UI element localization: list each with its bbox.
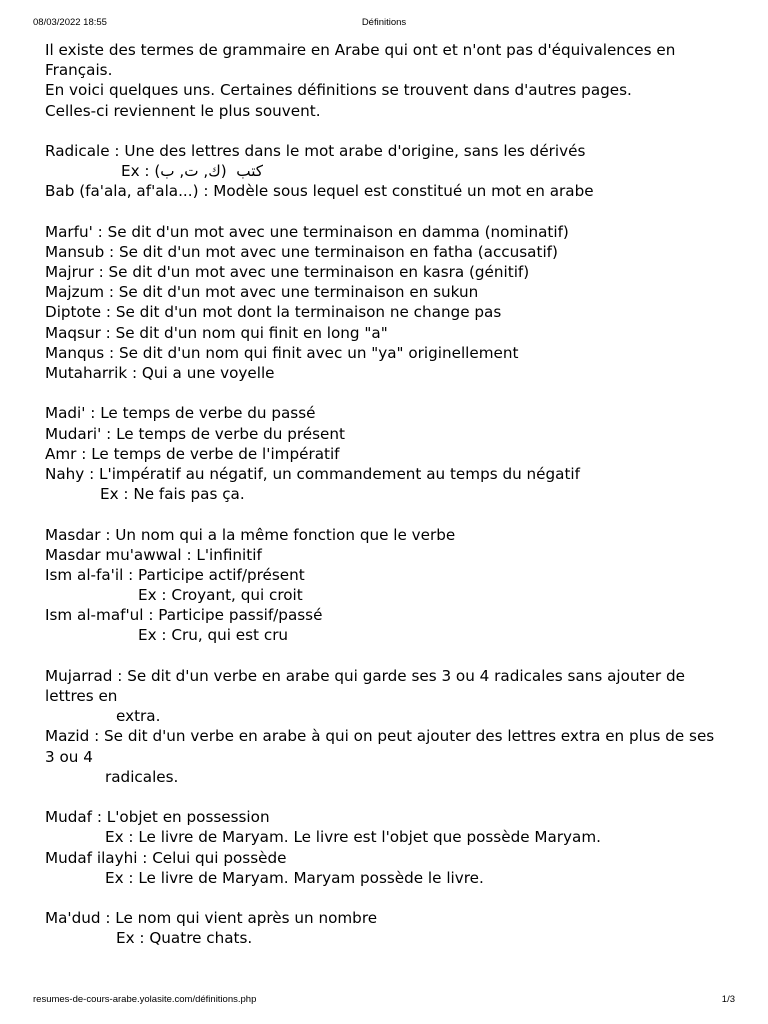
def-marfu: Marfu' : Se dit d'un mot avec une terminaison en damma (nominatif) <box>45 222 569 241</box>
definitions-content <box>45 40 735 948</box>
def-mudari: Mudari' : Le temps de verbe du présent <box>45 424 345 443</box>
page-number: 1/3 <box>721 994 735 1005</box>
def-ism-maful-example: Ex : Cru, qui est cru <box>138 626 289 645</box>
def-masdar-muawwal: Masdar mu'awwal : L'infinitif <box>45 545 262 564</box>
def-manqus: Manqus : Se dit d'un nom qui finit avec un "ya" originellement <box>45 343 519 362</box>
def-bab: Bab (fa'ala, af'ala...) : Modèle sous lequel est constitué un mot en arabe <box>45 182 594 201</box>
print-header <box>0 17 768 31</box>
def-mujarrad-extra: extra. <box>116 707 161 726</box>
def-mansub: Mansub : Se dit d'un mot avec une terminaison en fatha (accusatif) <box>45 242 558 261</box>
def-ism-maful: Ism al-maf'ul : Participe passif/passé <box>45 606 323 625</box>
def-mutaharrik: Mutaharrik : Qui a une voyelle <box>45 364 275 382</box>
def-mujarrad: Mujarrad : Se dit d'un verbe en arabe qui garde ses 3 ou 4 radicales sans ajouter de <box>45 666 685 685</box>
def-madi: Madi' : Le temps de verbe du passé <box>45 404 316 423</box>
def-mujarrad-cont: lettres en <box>45 687 118 705</box>
def-mazid-radicales: radicales. <box>105 767 179 786</box>
def-masdar: Masdar : Un nom qui a la même fonction que le verbe <box>45 525 456 544</box>
intro-line-4: Celles-ci reviennent le plus souvent. <box>45 101 321 120</box>
def-radicale-example <box>45 161 735 181</box>
intro-line-3: En voici quelques uns. Certaines définitions se trouvent dans d'autres pages. <box>45 81 632 100</box>
arabic-example: كتب (ك, ت, ب) <box>154 162 264 181</box>
print-page-title: Définitions <box>361 17 407 28</box>
print-footer <box>0 994 768 1008</box>
def-maqsur: Maqsur : Se dit d'un nom qui finit en long "a" <box>45 323 388 342</box>
def-majrur: Majrur : Se dit d'un mot avec une terminaison en kasra (génitif) <box>45 263 530 282</box>
def-amr: Amr : Le temps de verbe de l'impératif <box>45 444 340 463</box>
def-ism-fail-example: Ex : Croyant, qui croit <box>138 586 303 605</box>
def-nahy: Nahy : L'impératif au négatif, un commandement au temps du négatif <box>45 464 580 483</box>
def-mazid: Mazid : Se dit d'un verbe en arabe à qui on peut ajouter des lettres extra en plus de ses <box>45 727 715 746</box>
def-madud-example: Ex : Quatre chats. <box>116 929 253 948</box>
print-datetime: 08/03/2022 18:55 <box>33 17 107 28</box>
intro-line-2: Français. <box>45 61 113 80</box>
def-radicale: Radicale : Une des lettres dans le mot arabe d'origine, sans les dérivés <box>45 141 586 160</box>
def-majzum: Majzum : Se dit d'un mot avec une terminaison en sukun <box>45 283 479 302</box>
page-url: resumes-de-cours-arabe.yolasite.com/définitions.php <box>33 994 257 1005</box>
def-mudaf-ilayhi: Mudaf ilayhi : Celui qui possède <box>45 848 287 867</box>
intro-line-1: Il existe des termes de grammaire en Arabe qui ont et n'ont pas d'équivalences en <box>45 41 676 59</box>
def-mazid-cont: 3 ou 4 <box>45 747 93 766</box>
def-diptote: Diptote : Se dit d'un mot dont la terminaison ne change pas <box>45 303 502 322</box>
example-label: Ex : <box>121 162 155 181</box>
def-ism-fail: Ism al-fa'il : Participe actif/présent <box>45 565 305 584</box>
def-mudaf-example: Ex : Le livre de Maryam. Le livre est l'objet que possède Maryam. <box>105 828 601 847</box>
def-nahy-example: Ex : Ne fais pas ça. <box>100 485 245 504</box>
def-mudaf: Mudaf : L'objet en possession <box>45 808 270 827</box>
def-madud: Ma'dud : Le nom qui vient après un nombre <box>45 909 378 928</box>
def-mudaf-ilayhi-example: Ex : Le livre de Maryam. Maryam possède le livre. <box>105 868 484 887</box>
